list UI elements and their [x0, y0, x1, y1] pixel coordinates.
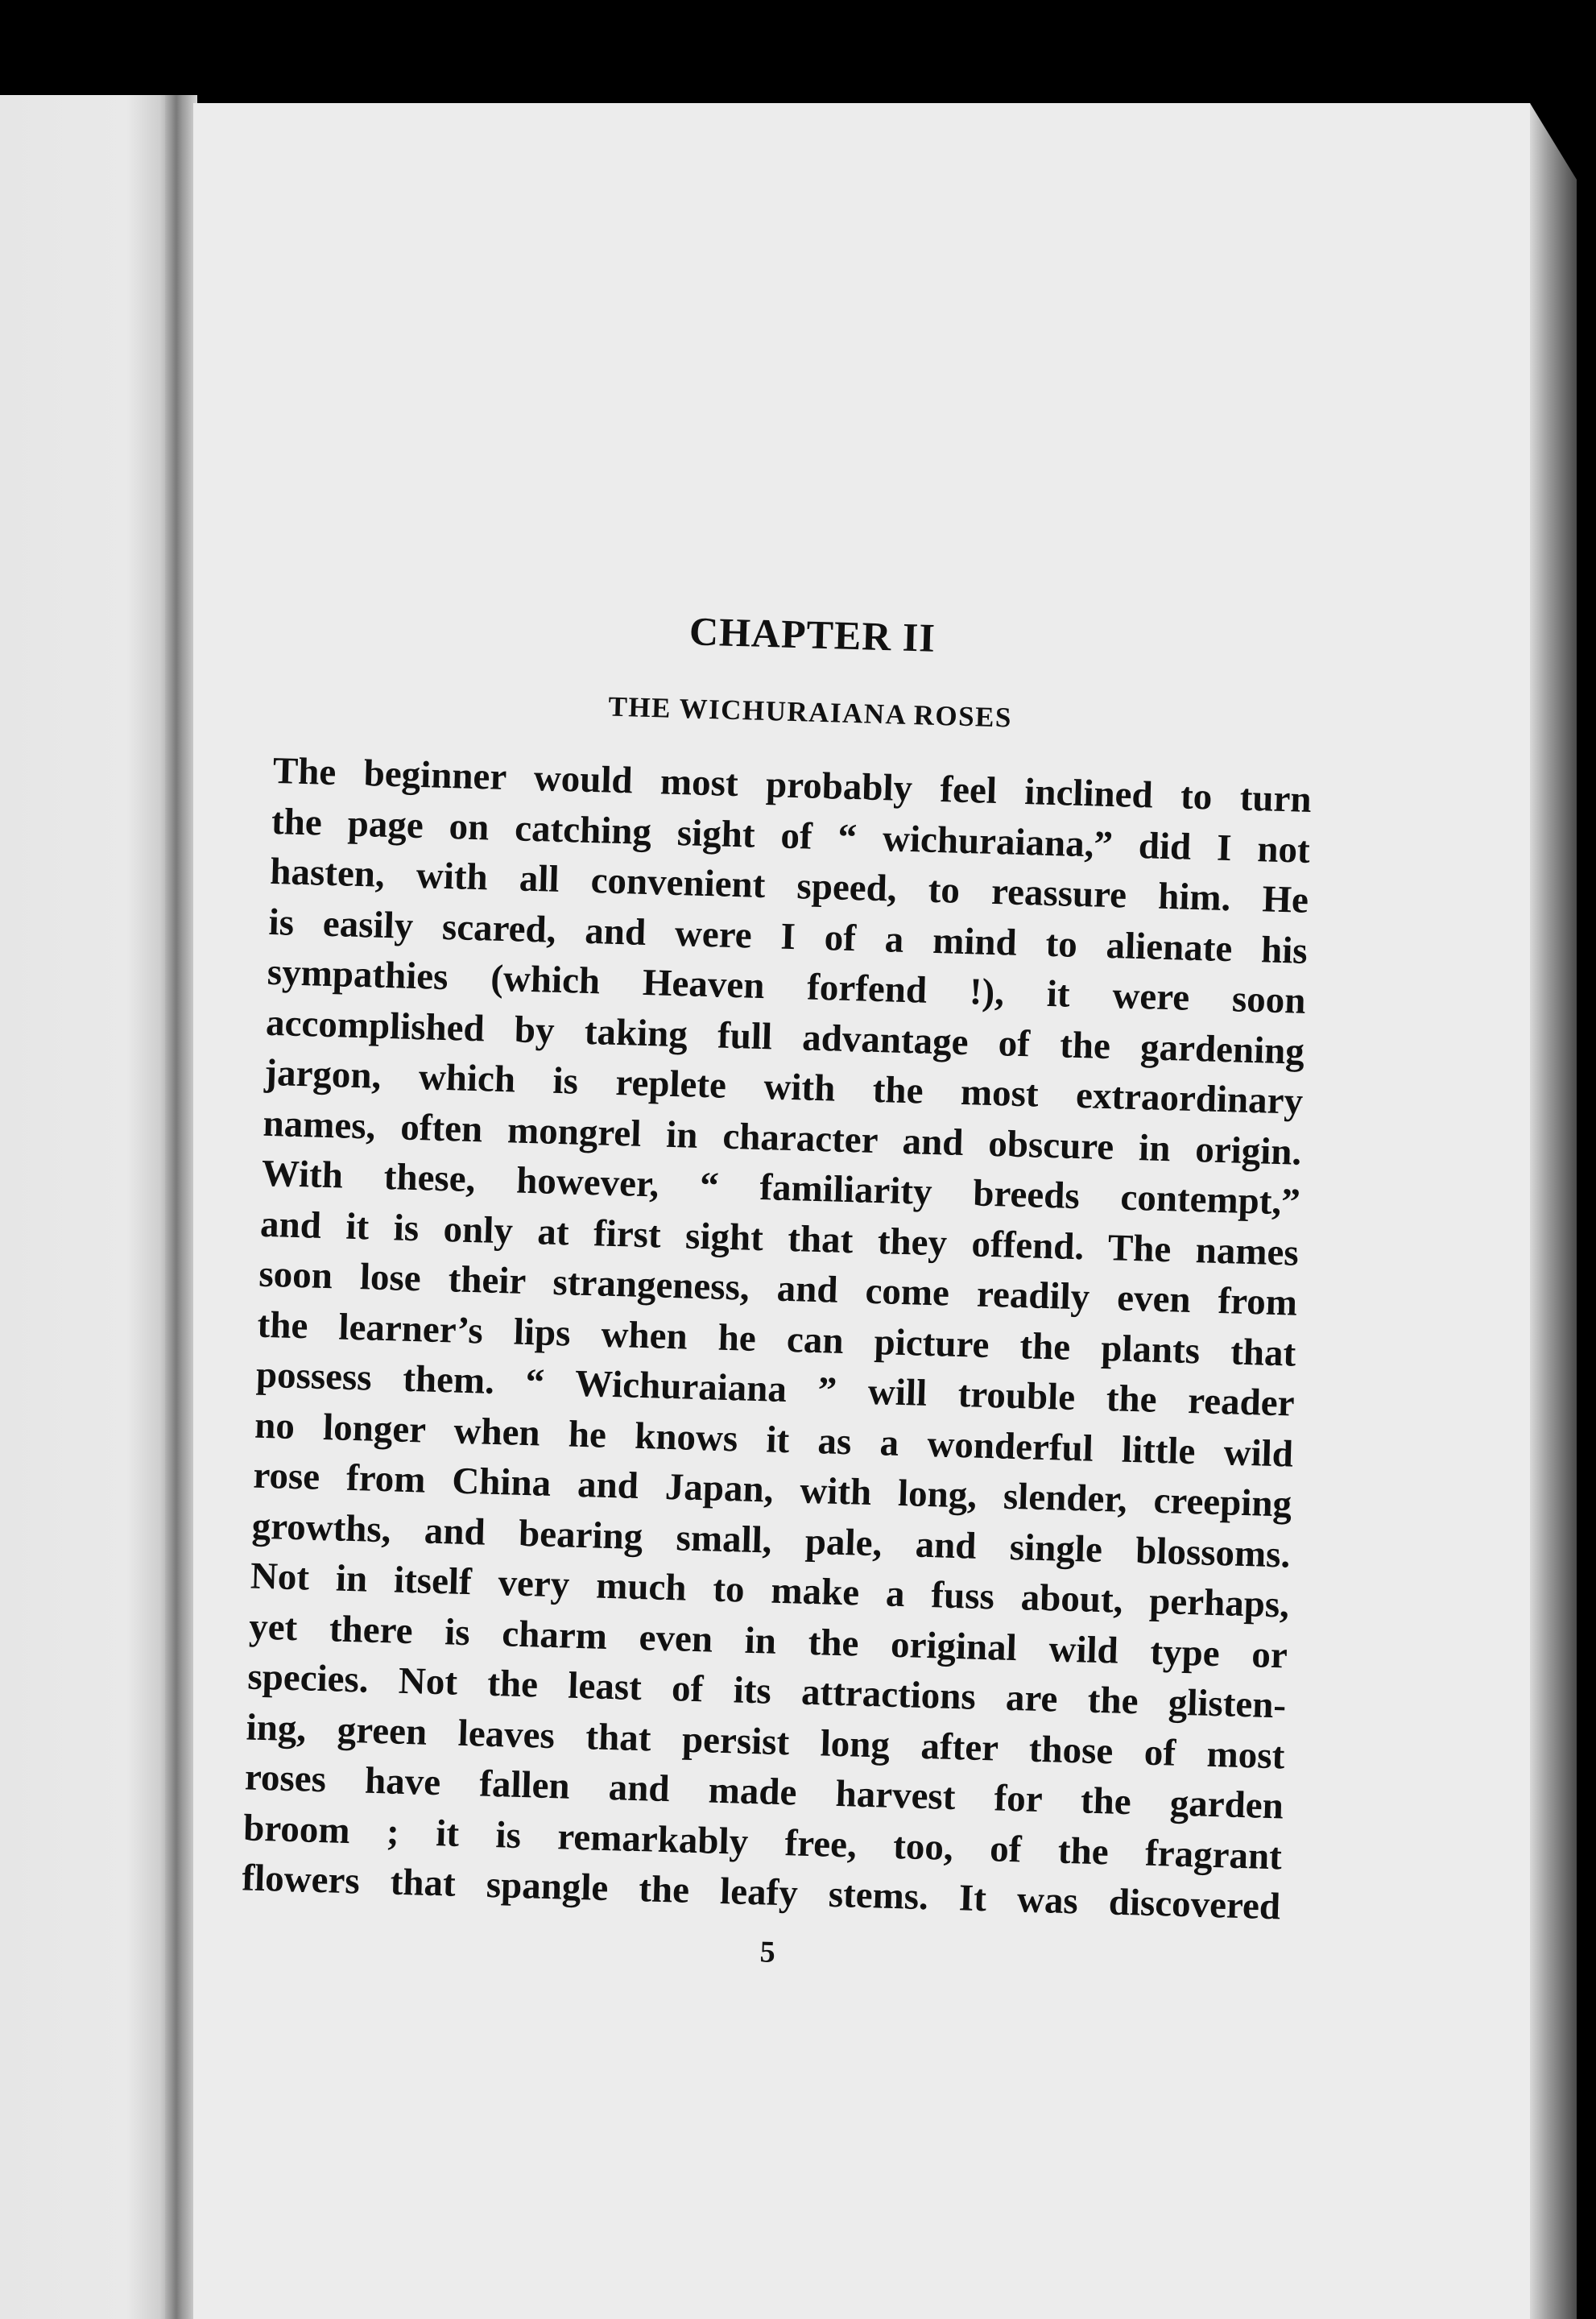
facing-blank-page — [0, 95, 181, 2319]
body-line: The beginner would most probably feel inclined to turn — [272, 749, 1313, 821]
body-line: hasten, with all convenient speed, to reassure him. He — [269, 850, 1309, 921]
page-number: 5 — [759, 1934, 776, 1969]
body-line: sympathies (which Heaven forfend !), it were soon — [267, 950, 1307, 1022]
body-line: no longer when he knows it as a wonderful little wild — [254, 1404, 1294, 1476]
body-line: and it is only at first sight that they offend. The names — [259, 1203, 1300, 1274]
chapter-body — [242, 746, 1313, 1932]
body-line: is easily scared, and were I of a mind to alienate his — [267, 901, 1309, 972]
chapter-heading: CHAPTER II — [688, 608, 937, 661]
body-line: accomplished by taking full advantage of the gardening — [265, 1001, 1305, 1073]
page-edge-shadow — [1530, 103, 1577, 2319]
body-line: possess them. “ Wichuraiana ” will trouble the reader — [255, 1353, 1296, 1425]
body-line: the learner’s lips when he can picture the plants that — [257, 1303, 1296, 1375]
body-line: ing, green leaves that persist long after those of most — [246, 1705, 1286, 1777]
body-line: species. Not the least of its attractions are the glisten- — [246, 1655, 1287, 1727]
body-line: broom ; it is remarkably free, too, of the fragrant — [242, 1806, 1283, 1878]
book-gutter — [165, 95, 197, 2319]
body-line: With these, however, “ familiarity breeds contempt,” — [261, 1152, 1301, 1224]
body-line: soon lose their strangeness, and come readily even from — [258, 1253, 1298, 1324]
chapter-subtitle: THE WICHURAIANA ROSES — [608, 690, 1013, 734]
body-line: flowers that spangle the leafy stems. It was discovered — [241, 1857, 1281, 1928]
page-text-block — [240, 596, 1317, 1984]
body-line: Not in itself very much to make a fuss about, perhaps, — [250, 1555, 1290, 1626]
body-line: growths, and bearing small, pale, and single blossoms. — [251, 1505, 1291, 1576]
body-line: rose from China and Japan, with long, slender, creeping — [252, 1454, 1292, 1526]
body-line: jargon, which is replete with the most extraordinary — [263, 1051, 1304, 1123]
body-line: roses have fallen and made harvest for the garden — [244, 1756, 1284, 1828]
body-line: the page on catching sight of “ wichuraiana,” did I not — [271, 800, 1311, 872]
body-line: names, often mongrel in character and obscure in origin. — [262, 1102, 1302, 1174]
body-line: yet there is charm even in the original wild type or — [248, 1605, 1288, 1677]
